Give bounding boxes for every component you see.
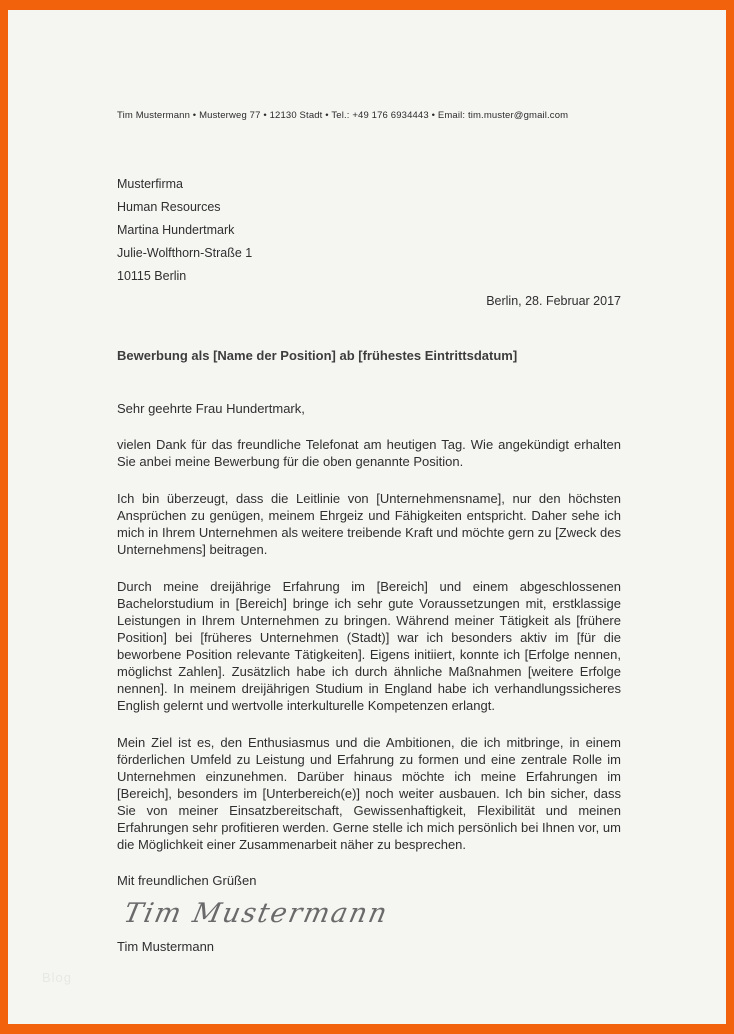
- letter-content: [117, 10, 621, 954]
- watermark-text: Blog: [42, 970, 73, 985]
- paragraph-motivation: Ich bin überzeugt, dass die Leitlinie von [Unternehmensname], nur den höchsten Ansprüchen zu genügen, meinem Ehrgeiz und Fähigkeiten entspricht. Daher sehe ich mich in Ihrem Unternehmen als weitere treibende Kraft und möchte gern zu [Zweck des Unternehmens] beitragen.: [117, 491, 621, 557]
- recipient-city: 10115 Berlin: [117, 269, 187, 283]
- sender-contact-line: Tim Mustermann • Musterweg 77 • 12130 Stadt • Tel.: +49 176 6934443 • Email: tim.muster@gmail.com: [117, 110, 569, 121]
- recipient-contact-person: Martina Hundertmark: [117, 223, 235, 237]
- closing-phrase: Mit freundlichen Grüßen: [117, 873, 257, 888]
- date-line: Berlin, 28. Februar 2017: [486, 294, 621, 308]
- subject-line: Bewerbung als [Name der Position] ab [frühestes Eintrittsdatum]: [117, 348, 518, 363]
- paragraph-intro: vielen Dank für das freundliche Telefonat am heutigen Tag. Wie angekündigt erhalten Sie anbei meine Bewerbung für die oben genannte Position.: [117, 437, 621, 469]
- recipient-address-block: [117, 173, 621, 288]
- recipient-department: Human Resources: [117, 200, 221, 214]
- handwritten-signature: Tim Mustermann: [121, 898, 392, 929]
- recipient-company: Musterfirma: [117, 177, 183, 191]
- typed-sender-name: Tim Mustermann: [117, 939, 215, 954]
- paragraph-experience: Durch meine dreijährige Erfahrung im [Bereich] und einem abgeschlossenen Bachelorstudium in [Bereich] bringe ich sehr gute Voraussetzungen mit, erstklassige Leistungen in Ihrem Unternehmen zu bringen. Während meiner Tätigkeit als [frühere Position] bei [früheres Unternehmen (Stadt)] war ich besonders aktiv im [für die beworbene Position relevante Tätigkeiten]. Eigens initiiert, konnte ich [Erfolge nennen, möglichst Zahlen]. Zusätzlich habe ich durch ähnliche Maßnahmen [weitere Erfolge nennen]. In meinem dreijährigen Studium in England habe ich verhandlungssicheres English gelernt und wertvolle interkulturelle Kompetenzen erlangt.: [117, 579, 621, 713]
- paragraph-goals: Mein Ziel ist es, den Enthusiasmus und die Ambitionen, die ich mitbringe, in einem förderlichen Umfeld zu Leistung und Erfahrung zu formen und eine zentrale Rolle im Unternehmen einzunehmen. Darüber hinaus möchte ich meine Erfahrungen im [Bereich], besonders im [Unterbereich(e)] noch weiter ausbauen. Ich bin sicher, dass Sie von meiner Einsatzbereitschaft, Gewissenhaftigkeit, Flexibilität und meinen Erfahrungen sehr profitieren werden. Gerne stelle ich mich persönlich bei Ihnen vor, um die Möglichkeit einer Zusammenarbeit näher zu besprechen.: [117, 735, 621, 852]
- recipient-street: Julie-Wolfthorn-Straße 1: [117, 246, 253, 260]
- salutation: Sehr geehrte Frau Hundertmark,: [117, 401, 305, 416]
